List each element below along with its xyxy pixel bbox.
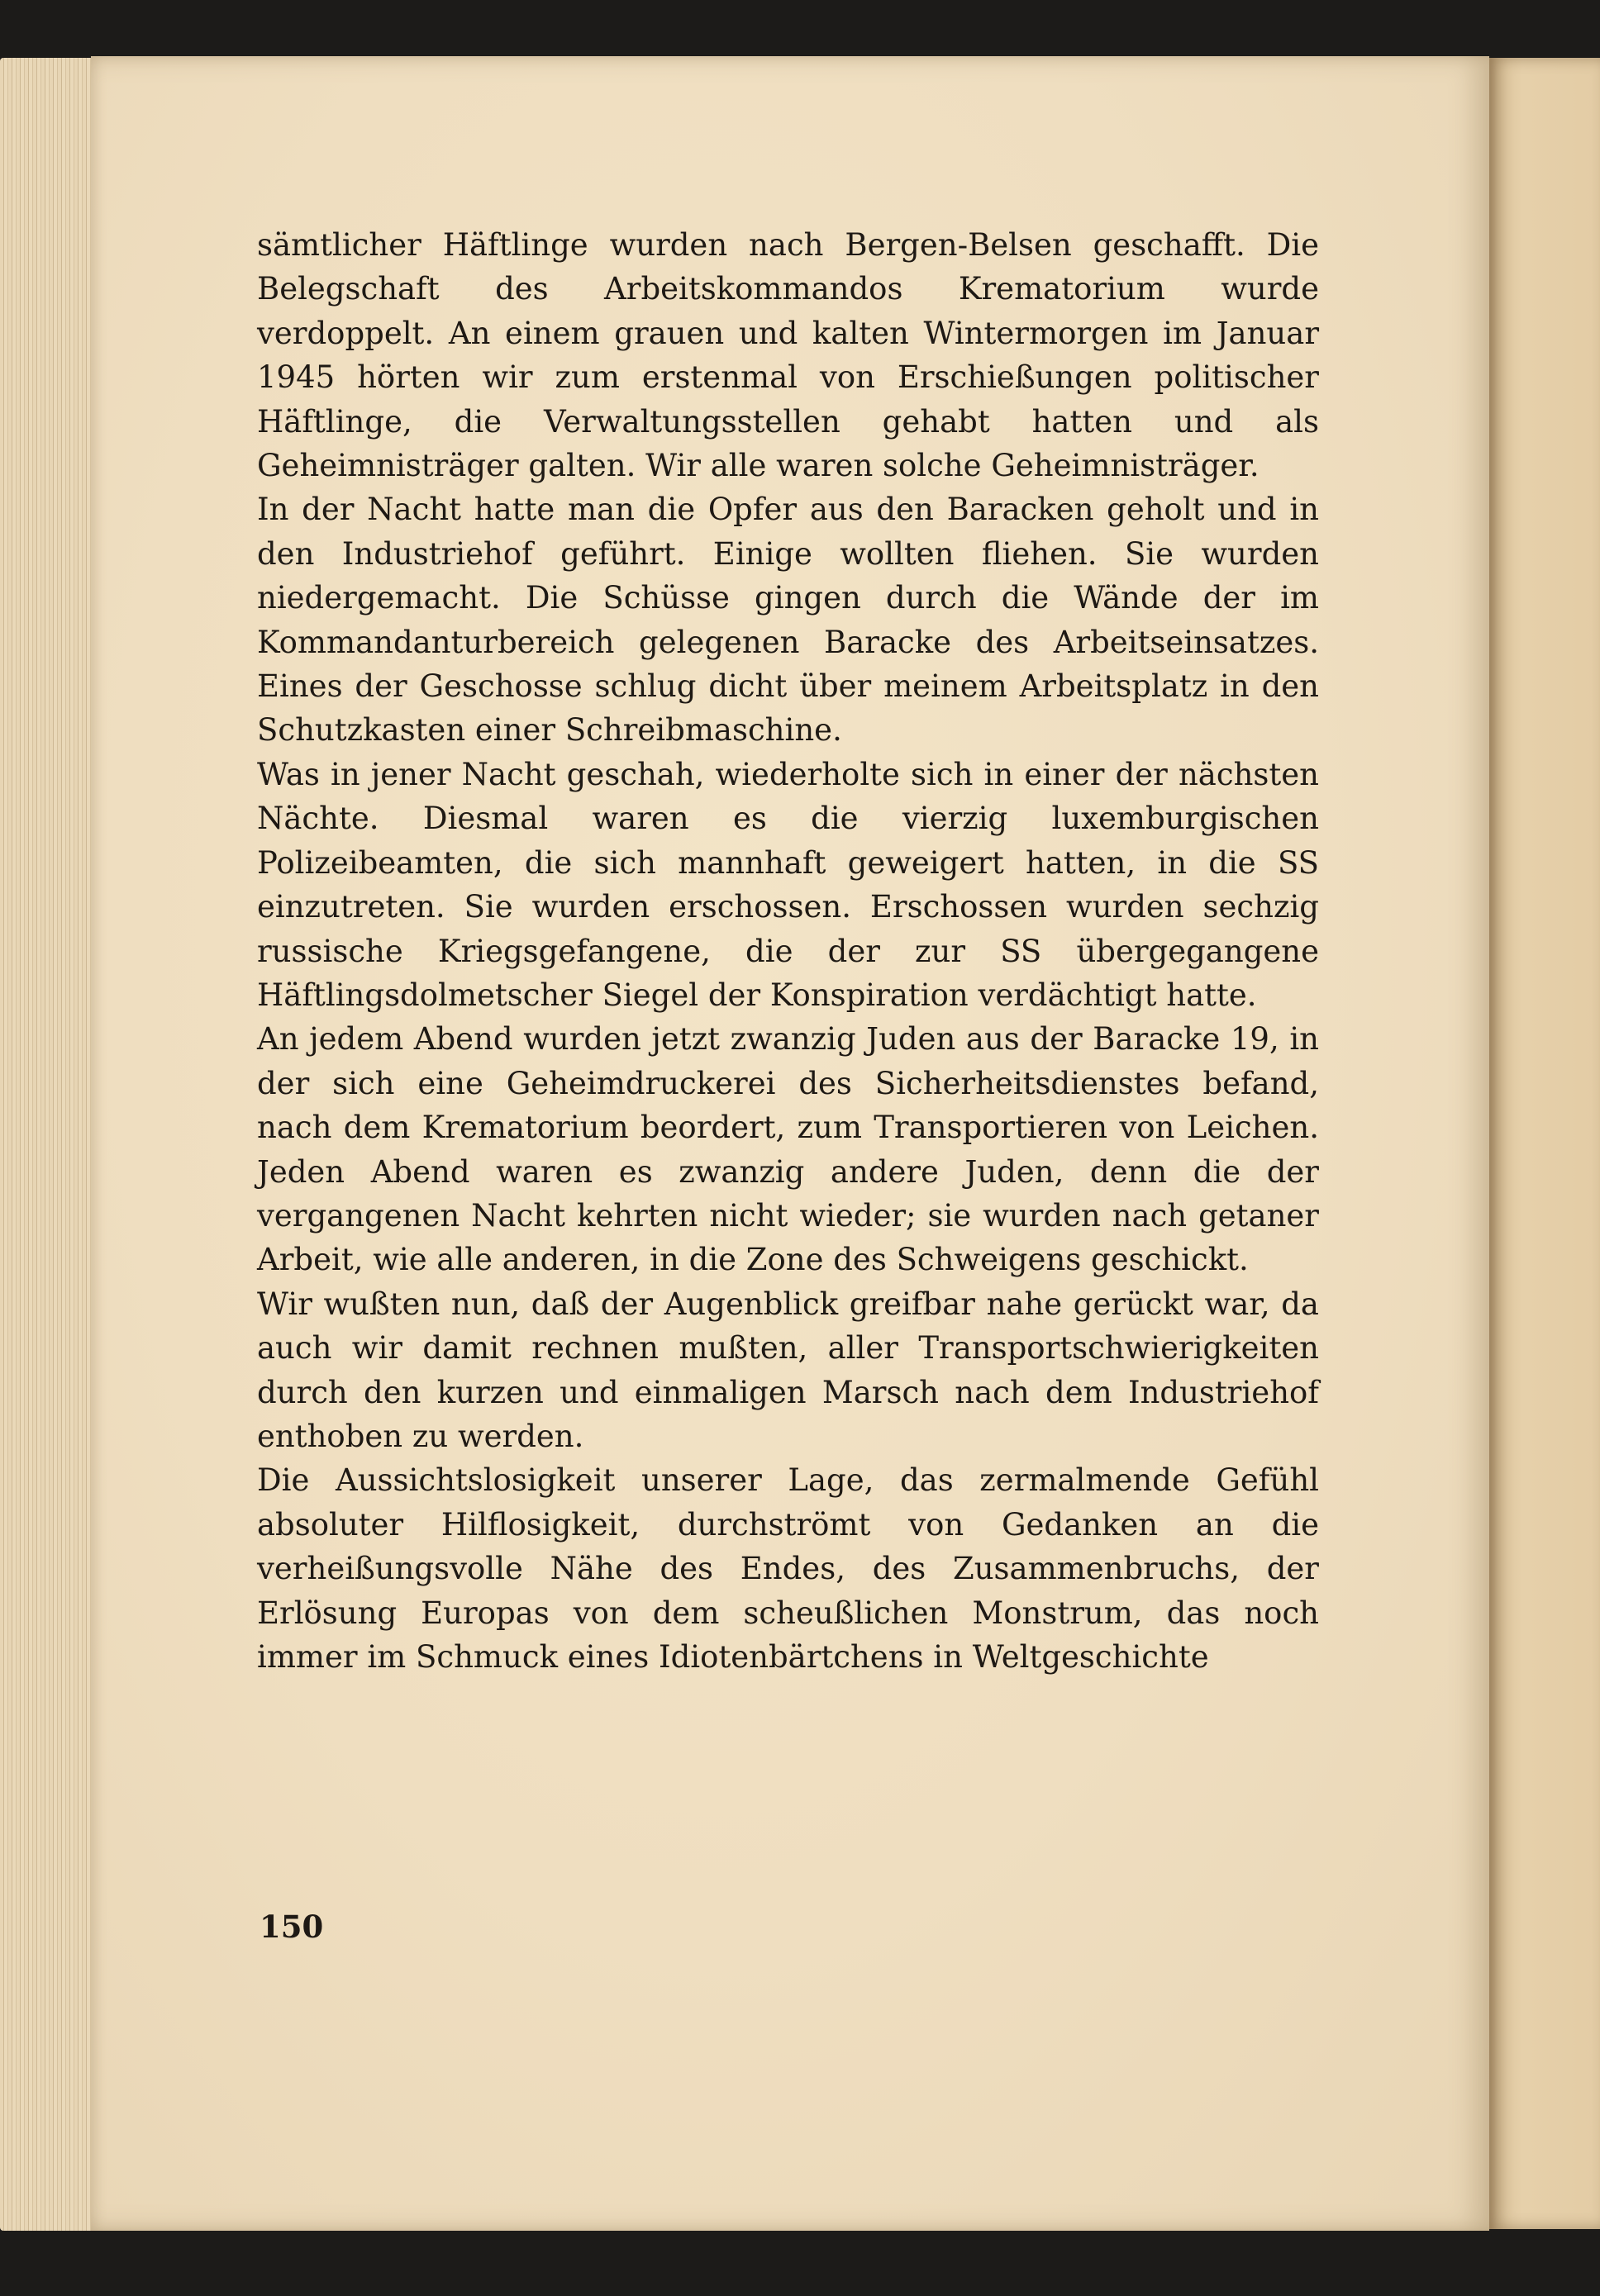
page-edges [0, 58, 95, 2231]
paragraph-4: An jedem Abend wurden jetzt zwanzig Juden aus der Baracke 19, in der sich eine Geheimdruckerei des Sicherheitsdienstes befand, nach dem Krematorium beordert, zum Transportieren von Leichen. Jeden Abend waren es zwanzig andere Juden, denn die der vergangenen Nacht kehrten nicht wieder; sie wurden nach getaner Arbeit, wie alle anderen, in die Zone des Schweigens geschickt. [257, 1021, 1319, 1278]
page-number: 150 [260, 1909, 324, 1945]
paragraph-6: Die Aussichtslosigkeit unserer Lage, das zermalmende Gefühl absoluter Hilflosigkeit, durchströmt von Gedanken an die verheißungsvolle Nähe des Endes, des Zusammenbruchs, der Erlösung Europas von dem scheußlichen Monstrum, das noch immer im Schmuck eines Idiotenbärtchens in Weltgeschichte [257, 1462, 1319, 1675]
paragraph-5: Wir wußten nun, daß der Augenblick greifbar nahe gerückt war, da auch wir damit rechnen mußten, aller Transportschwierigkeiten durch den kurzen und einmaligen Marsch nach dem Industriehof enthoben zu werden. [257, 1286, 1319, 1454]
paragraph-1: sämtlicher Häftlinge wurden nach Bergen-Belsen geschafft. Die Belegschaft des Arbeitskommandos Krematorium wurde verdoppelt. An einem grauen und kalten Wintermorgen im Januar 1945 hörten wir zum erstenmal von Erschießungen politischer Häftlinge, die Verwaltungsstellen gehabt hatten und als Geheimnisträger galten. Wir alle waren solche Geheimnisträger. [257, 227, 1319, 484]
paragraph-3: Was in jener Nacht geschah, wiederholte sich in einer der nächsten Nächte. Diesmal waren es die vierzig luxemburgischen Polizeibeamten, die sich mannhaft geweigert hatten, in die SS einzutreten. Sie wurden erschossen. Erschossen wurden sechzig russische Kriegsgefangene, die der zur SS übergegangene Häftlingsdolmetscher Siegel der Konspiration verdächtigt hatte. [257, 756, 1319, 1013]
paragraph-2: In der Nacht hatte man die Opfer aus den Baracken geholt und in den Industriehof geführt. Einige wollten fliehen. Sie wurden niedergemacht. Die Schüsse gingen durch die Wände der im Kommandanturbereich gelegenen Baracke des Arbeitseinsatzes. Eines der Geschosse schlug dicht über meinem Arbeitsplatz in den Schutzkasten einer Schreibmaschine. [257, 492, 1319, 749]
facing-page-edge [1489, 58, 1600, 2229]
body-text [257, 223, 1319, 1679]
